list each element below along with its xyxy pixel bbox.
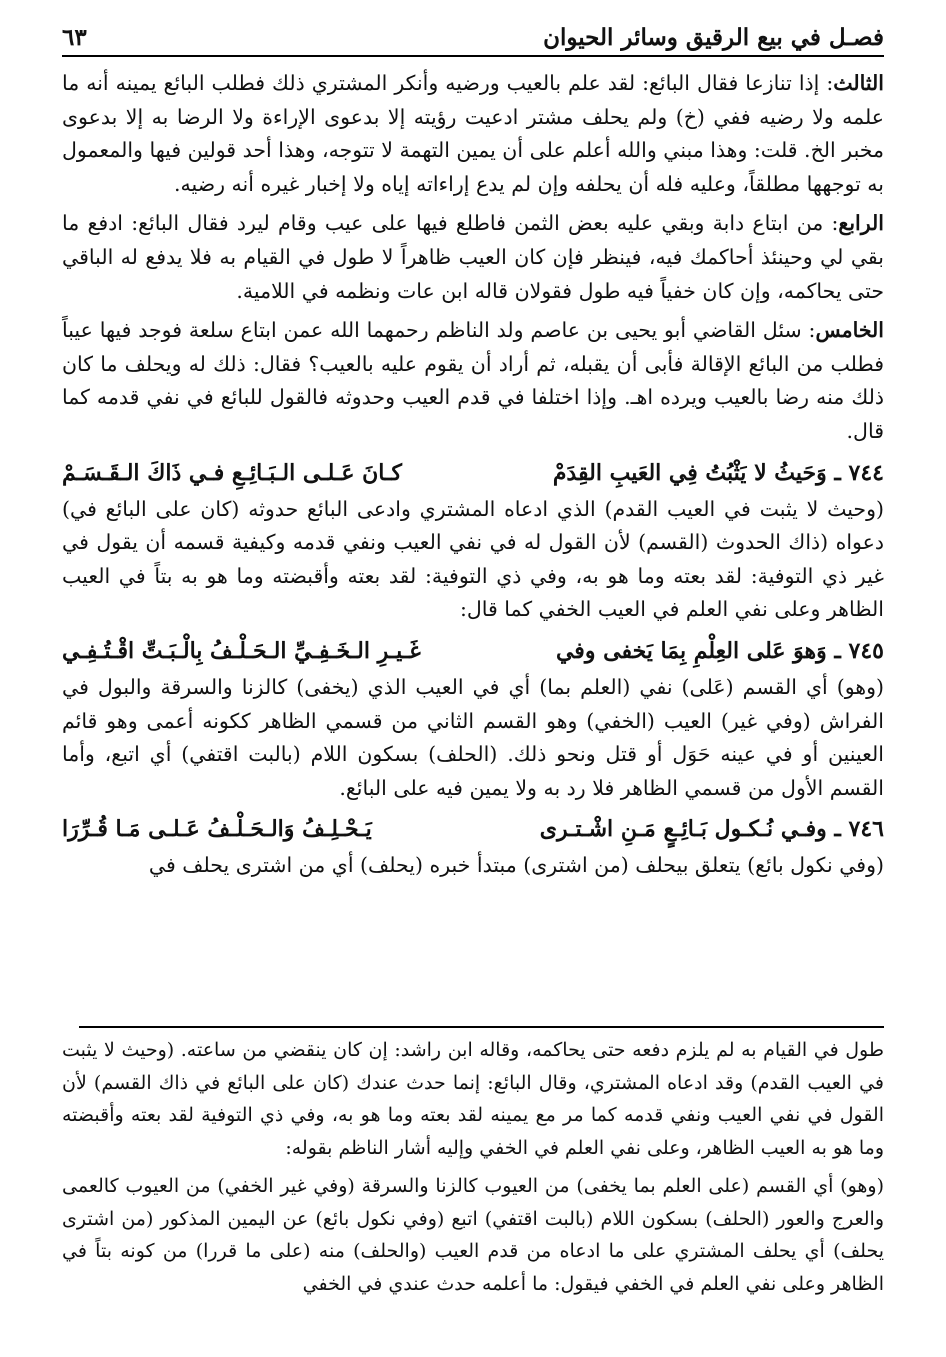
commentary-746: (وفي نكول بائع) يتعلق بيحلف (من اشترى) مبتدأ خبره (يحلف) أي من اشترى يحلف في <box>148 853 884 878</box>
page-number: ٦٣ <box>62 24 87 51</box>
commentary-744: (وحيث لا يثبت في العيب القدم) الذي ادعاه المشتري وادعى البائع حدوثه (كان على البائع في) دعواه (ذاك الحدوث (القسم) لأن القول له في نفي العيب ونفي قدمه وكيفية قسمه أن يقول في غير ذي التوفية: لقد بعته وما هو به، وفي ذي التوفية: لقد بعته وأقبضته وما هو به بتاً في العيب الظاهر وعلى نفي العلم في العيب الخفي كما قال: <box>62 496 884 622</box>
paragraph-lead: الثالث <box>833 71 884 95</box>
commentary-745: (وهو) أي القسم (عَلى) نفي (العلم بما) أي في العيب الذي (يخفى) كالزنا والسرقة والبول في الفراش (وفي غير) العيب (الخفي) وهو القسم الثاني من قسمي الظاهر ككونه أعمى وهو قائم العينين أو في عينه حَوَل أو قتل ونحو ذلك. (الحلف) بسكون اللام (بالبت اقتفي) أي اتبع، وأما القسم الأول من قسمي الظاهر فلا رد به ولا يمين فيه على البائع. <box>62 674 884 800</box>
verse-number: ٧٤٤ <box>848 459 884 486</box>
page <box>62 24 884 1295</box>
verse-first-hemistich <box>553 455 884 491</box>
verse-745 <box>62 633 884 669</box>
verse-number: ٧٤٥ <box>848 637 884 664</box>
paragraph-body: : من ابتاع دابة وبقي عليه بعض الثمن فاطلع فيها على عيب وقام ليرد فقال البائع: ادفع ما بقي لي وحينئذ أحاكمك فيه، فينظر فإن كان العيب ظاهراً لا طول في القيام به فلا يدفع له الباقي حتى يحاكمه، وإن كان خفياً فيه طول فقولان قاله ابن عات ونظمه في اللامية. <box>62 211 884 303</box>
verse-second-hemistich: غَـيـرِ الـخَـفِـيِّ الـحَـلْـفُ بِالْـبَـتِّ اقْـتُـفِـي <box>62 637 421 664</box>
verse-746 <box>62 811 884 847</box>
verse-second-hemistich: كـانَ عَـلـى الـبَـائِـعِ فـي ذَاكَ الـقَـسَـمْ <box>62 459 402 486</box>
paragraph-fifth <box>62 314 884 448</box>
paragraph-body: : سئل القاضي أبو يحيى بن عاصم ولد الناظم رحمهما الله عمن ابتاع سلعة فوجد فيها عيباً فطلب من البائع الإقالة فأبى أن يقبله، ثم أراد أن يقوم عليه بالعيب؟ فقال: ذلك له ويحلف ما كان ذلك منه رضا بالعيب ويرده اهـ. وإذا اختلفا في قدم العيب وحدوثه فالقول للبائع في نفي قدمه كما قال. <box>62 318 884 443</box>
verse-text: ـ وَحَيثُ لا يَثْبُتُ فِي العَيبِ القِدَمْ <box>552 459 841 486</box>
main-text <box>62 67 884 883</box>
verse-text: ـ وَهوَ عَلى العِلْمِ بِمَا يَخفى وفي <box>555 637 841 664</box>
verse-first-hemistich <box>556 633 884 669</box>
footnote-divider <box>79 1026 884 1028</box>
paragraph-fourth <box>62 207 884 308</box>
paragraph-lead: الخامس <box>815 318 884 343</box>
paragraph-third <box>62 67 884 201</box>
verse-744 <box>62 455 884 491</box>
verse-first-hemistich <box>540 811 884 847</box>
footnote-paragraph: (وهو) أي القسم (على العلم بما يخفى) من العيوب كالزنا والسرقة (وفي غير الخفي) من العيوب كالعمى والعرج والعور (الحلف) بسكون اللام (بالبت اقتفي) اتبع (وفي نكول بائع) عن اليمين المذكور (من اشترى يحلف) أي يحلف المشتري على ما ادعاه من قدم العيب (والحلف) منه (على ما قررا) من كونه بتاً في الظاهر وعلى نفي العلم في الخفي فيقول: ما أعلمه حدث عندي في الخفي <box>62 1175 884 1295</box>
verse-text: ـ وفـي نُـكـول بَـائِـعٍ مَـنِ اشْـتـرى <box>539 816 841 843</box>
chapter-title: فصـل في بيع الرقيق وسائر الحيوان <box>543 24 884 51</box>
verse-number: ٧٤٦ <box>848 816 884 843</box>
paragraph-lead: الرابع <box>838 211 884 236</box>
paragraph-body: : إذا تنازعا فقال البائع: لقد علم بالعيب ورضيه وأنكر المشتري ذلك فطلب البائع يمينه أنه ما علمه ولا رضيه ففي (خ) ولم يحلف مشتر ادعيت رؤيته إلا بدعوى الإراءة ولا الرضا به إلا بدعوى مخبر الخ. قلت: وهذا مبني والله أعلم على أن يمين التهمة لا تتوجه، وهذا أحد قولين فيها والمعمول به توجهها مطلقاً، وعليه فله أن يحلفه وإن لم يدع إراءاته إياه ولا إخبار غيره أنه رضيه. <box>62 71 884 196</box>
verse-second-hemistich: يَـحْـلِـفُ وَالـحَـلْـفُ عَـلـى مَـا قُـرِّرَا <box>62 816 372 843</box>
footnotes <box>62 1026 884 1306</box>
footnote-paragraph: طول في القيام به لم يلزم دفعه حتى يحاكمه، وقاله ابن راشد: إن كان ينقضي من ساعته. (وحيث لا يثبت في العيب القدم) وقد ادعاه المشتري، وقال البائع: إنما حدث عندك (كان على البائع في ذاك القسم) لأن القول في نفي العيب ونفي قدمه كما مر مع يمينه لقد بعته وما هو به، وفي ذي التوفية لقد بعته وأقبضته وما هو به العيب الظاهر، وعلى نفي العلم في الخفي وإليه أشار الناظم بقوله: <box>62 1039 884 1159</box>
running-header <box>62 24 884 57</box>
